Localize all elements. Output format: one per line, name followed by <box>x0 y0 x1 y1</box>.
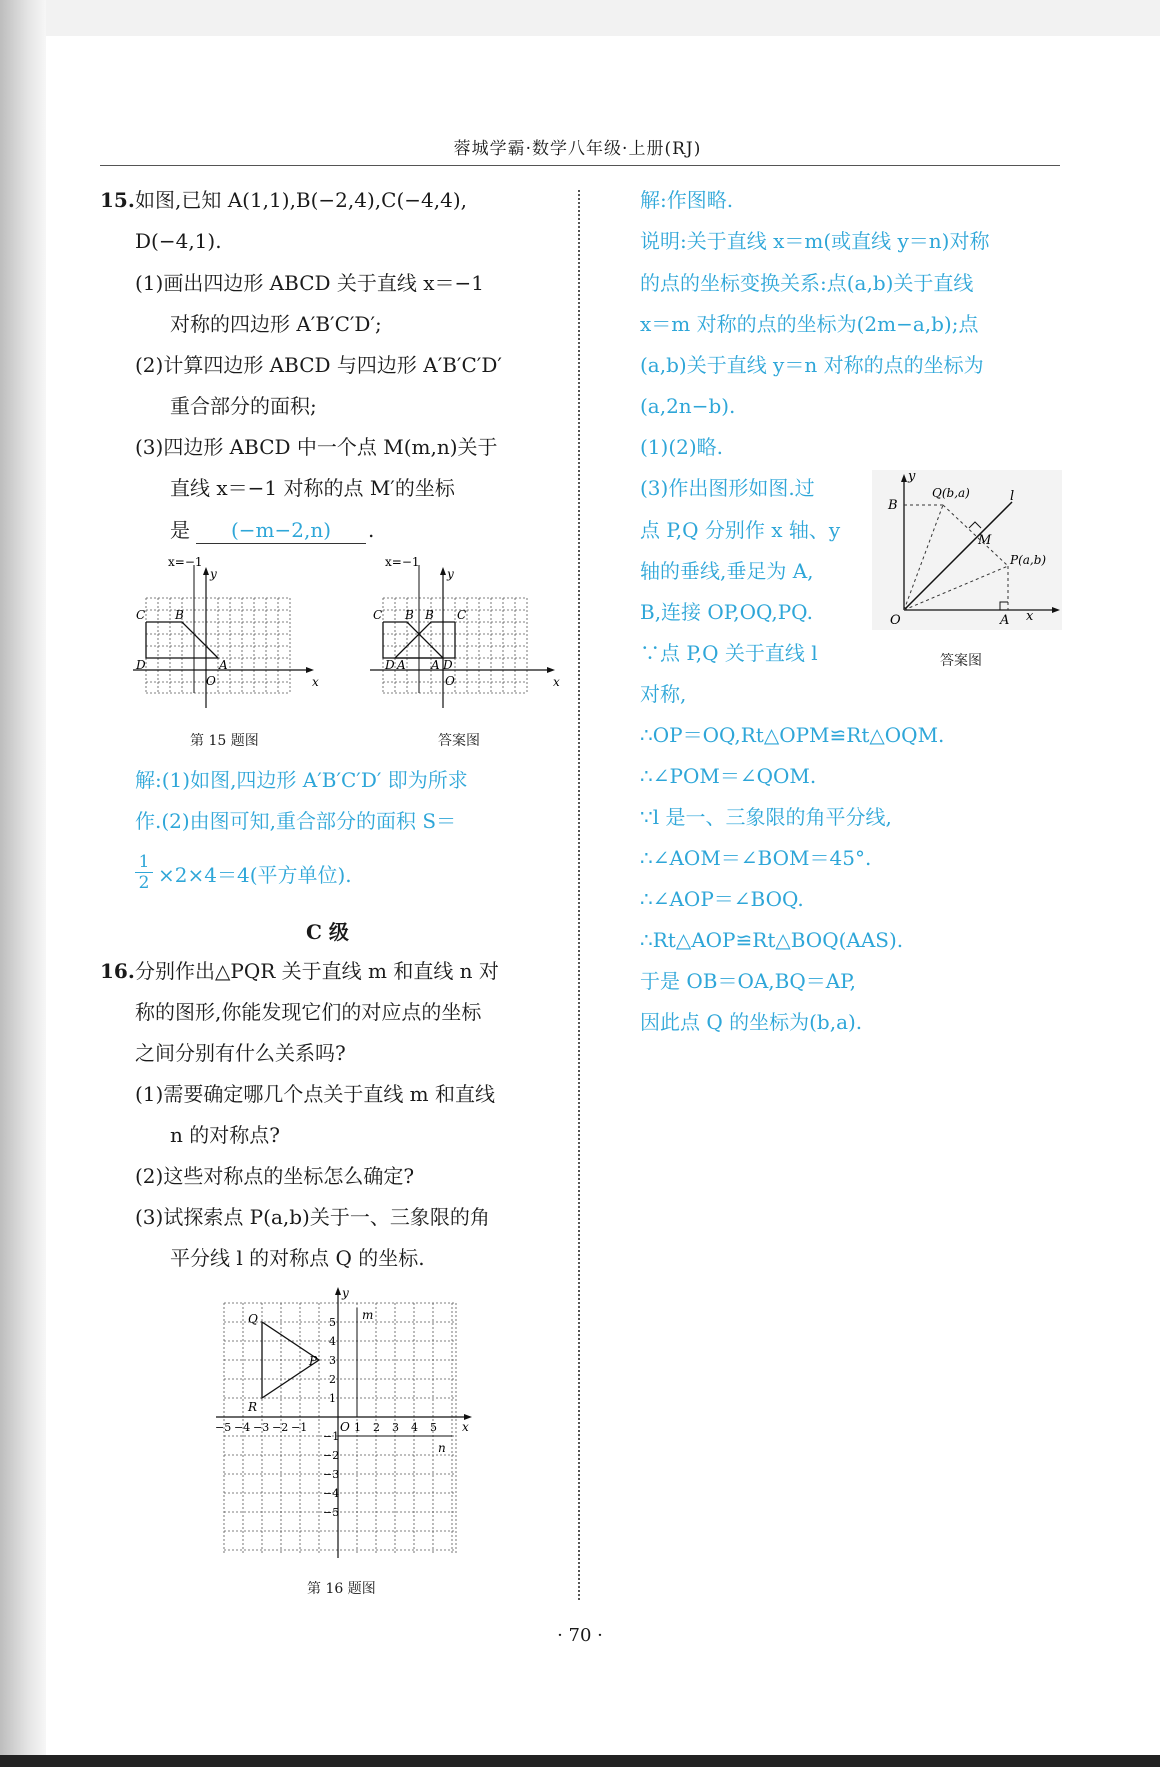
right-line-5: (a,b)关于直线 y＝n 对称的点的坐标为 <box>640 353 984 377</box>
q15-answer-period: . <box>368 518 375 542</box>
figR-M: M <box>978 533 992 548</box>
fig16-xtick: −1 <box>291 1421 308 1434</box>
right-answer-figure <box>872 470 1062 630</box>
figR-O: O <box>890 613 901 628</box>
fig15ans-D: D <box>385 658 395 672</box>
fig15ans-y: y <box>447 567 454 581</box>
q15-answer-figure <box>365 553 565 713</box>
fig15ans-D2: D <box>443 658 453 672</box>
fig15ans-x: x <box>553 675 560 689</box>
page-header: 蓉城学霸·数学八年级·上册(RJ) <box>453 139 702 159</box>
fig16-xtick: 5 <box>430 1421 437 1434</box>
q15-line1: 如图,已知 A(1,1),B(−2,4),C(−4,4), <box>135 188 467 212</box>
fig16-Q: Q <box>248 1312 258 1326</box>
fig16-ytick: −5 <box>323 1506 340 1519</box>
right-line-19: ∴Rt△AOP≌Rt△BOQ(AAS). <box>640 928 904 952</box>
q15-part2-a: (2)计算四边形 ABCD 与四边形 A′B′C′D′ <box>135 353 502 377</box>
q16-line3: 之间分别有什么关系吗? <box>135 1041 346 1065</box>
fig15-O: O <box>206 674 216 688</box>
right-line-6: (a,2n−b). <box>640 394 736 418</box>
fig16-m: m <box>362 1308 374 1322</box>
right-line-20: 于是 OB＝OA,BQ＝AP, <box>640 969 856 993</box>
right-line-7: (1)(2)略. <box>640 435 724 459</box>
fig16-y: y <box>342 1286 349 1300</box>
right-line-16: ∵l 是一、三象限的角平分线, <box>640 805 892 829</box>
fig16-ytick: 3 <box>329 1354 336 1367</box>
fig15-D: D <box>136 658 146 672</box>
right-line-12: ∵点 P,Q 关于直线 l <box>640 641 818 665</box>
fig16-O: O <box>340 1420 350 1434</box>
fig16-xtick: 2 <box>373 1421 380 1434</box>
figR-B: B <box>888 498 898 513</box>
right-line-3: 的点的坐标变换关系:点(a,b)关于直线 <box>640 271 974 295</box>
fig15-xeq: x=−1 <box>168 555 203 569</box>
fig16-x: x <box>462 1420 469 1434</box>
fig15ans-O: O <box>445 674 455 688</box>
fig15-A: A <box>219 658 228 672</box>
fig16-ytick: 4 <box>329 1335 336 1348</box>
fig16-xtick: 4 <box>411 1421 418 1434</box>
level-c-heading: C 级 <box>306 920 349 944</box>
q16-line2: 称的图形,你能发现它们的对应点的坐标 <box>135 1000 482 1024</box>
q15-part3-c: 是 <box>170 518 190 542</box>
fig15-x: x <box>312 675 319 689</box>
q16-line1: 分别作出△PQR 关于直线 m 和直线 n 对 <box>135 959 499 983</box>
fig15-y: y <box>210 567 217 581</box>
page-number: · 70 · <box>557 1625 603 1646</box>
right-line-9: 点 P,Q 分别作 x 轴、y <box>640 518 841 542</box>
fig15ans-C2: C <box>457 608 467 622</box>
right-line-1: 解:作图略. <box>640 188 734 212</box>
fig16-ytick: 2 <box>329 1373 336 1386</box>
page-left-shadow <box>0 0 46 1767</box>
fig16-ytick: −4 <box>323 1487 340 1500</box>
figR-P: P(a,b) <box>1010 553 1047 567</box>
right-line-10: 轴的垂线,垂足为 A, <box>640 559 814 583</box>
fraction-denominator: 2 <box>135 872 153 893</box>
q16-figure <box>212 1283 482 1563</box>
q15-solution-1: 解:(1)如图,四边形 A′B′C′D′ 即为所求 <box>135 768 468 792</box>
figR-y: y <box>908 470 916 484</box>
fig15ans-A2: A <box>431 658 440 672</box>
right-line-15: ∴∠POM＝∠QOM. <box>640 764 817 788</box>
q15-answer-blank: (−m−2,n) <box>196 517 366 544</box>
right-line-8: (3)作出图形如图.过 <box>640 476 815 500</box>
q15-number: 15. <box>100 188 135 212</box>
q15-answer-caption: 答案图 <box>438 733 480 749</box>
fig15ans-B2: B <box>425 608 434 622</box>
q16-part1-a: (1)需要确定哪几个点关于直线 m 和直线 <box>135 1082 496 1106</box>
q16-figure-caption: 第 16 题图 <box>307 1581 376 1597</box>
q15-line2: D(−4,1). <box>135 229 222 253</box>
fig16-P: P <box>309 1354 318 1368</box>
fig16-ytick: −2 <box>323 1449 340 1462</box>
q15-solution-2: 作.(2)由图可知,重合部分的面积 S＝ <box>135 809 457 833</box>
q16-part1-b: n 的对称点? <box>170 1123 280 1147</box>
right-line-18: ∴∠AOP＝∠BOQ. <box>640 887 804 911</box>
fig16-xtick: −5 <box>215 1421 232 1434</box>
fig16-ytick: −1 <box>323 1430 340 1443</box>
right-line-21: 因此点 Q 的坐标为(b,a). <box>640 1010 863 1034</box>
q15-solution-3: ×2×4＝4(平方单位). <box>158 863 352 887</box>
fig15ans-xeq: x=−1 <box>385 555 420 569</box>
q15-part3-a: (3)四边形 ABCD 中一个点 M(m,n)关于 <box>135 435 498 459</box>
q16-part3-a: (3)试探索点 P(a,b)关于一、三象限的角 <box>135 1205 490 1229</box>
figR-Q: Q(b,a) <box>932 486 970 500</box>
figR-x: x <box>1026 609 1034 624</box>
fig16-ytick: −3 <box>323 1468 340 1481</box>
column-divider <box>578 190 580 1600</box>
right-figure-caption: 答案图 <box>940 653 982 669</box>
q16-part3-b: 平分线 l 的对称点 Q 的坐标. <box>170 1246 425 1270</box>
fig16-n: n <box>438 1441 446 1455</box>
fig16-ytick: 1 <box>329 1392 336 1405</box>
fig15-B: B <box>175 608 184 622</box>
page-top-shadow <box>0 0 1160 36</box>
right-line-17: ∴∠AOM＝∠BOM＝45°. <box>640 846 872 870</box>
fig16-xtick: −2 <box>272 1421 289 1434</box>
q15-part3-b: 直线 x＝−1 对称的点 M′的坐标 <box>170 476 455 500</box>
header-rule <box>100 165 1060 166</box>
fig16-ytick: 5 <box>329 1316 336 1329</box>
q15-part1-b: 对称的四边形 A′B′C′D′; <box>170 312 382 336</box>
fraction-numerator: 1 <box>138 852 150 872</box>
fig15ans-B: B <box>405 608 414 622</box>
q15-part1-a: (1)画出四边形 ABCD 关于直线 x＝−1 <box>135 271 485 295</box>
right-line-14: ∴OP＝OQ,Rt△OPM≌Rt△OQM. <box>640 723 945 747</box>
q15-figure <box>128 553 324 713</box>
right-line-2: 说明:关于直线 x＝m(或直线 y＝n)对称 <box>640 229 990 253</box>
fig15-C: C <box>136 608 146 622</box>
q15-figure-caption: 第 15 题图 <box>190 733 259 749</box>
fig16-R: R <box>248 1400 258 1414</box>
right-line-4: x＝m 对称的点的坐标为(2m−a,b);点 <box>640 312 979 336</box>
fig16-xtick: 1 <box>354 1421 361 1434</box>
fig16-xtick: −4 <box>234 1421 251 1434</box>
figR-A: A <box>1000 613 1010 628</box>
fig16-xtick: 3 <box>392 1421 399 1434</box>
q16-part2: (2)这些对称点的坐标怎么确定? <box>135 1164 415 1188</box>
bottom-bar <box>0 1755 1160 1767</box>
fig15ans-A: A <box>397 658 406 672</box>
figR-l: l <box>1010 489 1015 504</box>
q15-part2-b: 重合部分的面积; <box>170 394 317 418</box>
fig16-xtick: −3 <box>253 1421 270 1434</box>
q16-number: 16. <box>100 959 135 983</box>
q15-solution-fraction <box>135 852 153 893</box>
right-line-11: B,连接 OP,OQ,PQ. <box>640 600 813 624</box>
fig15ans-C: C <box>373 608 383 622</box>
right-line-13: 对称, <box>640 682 687 706</box>
